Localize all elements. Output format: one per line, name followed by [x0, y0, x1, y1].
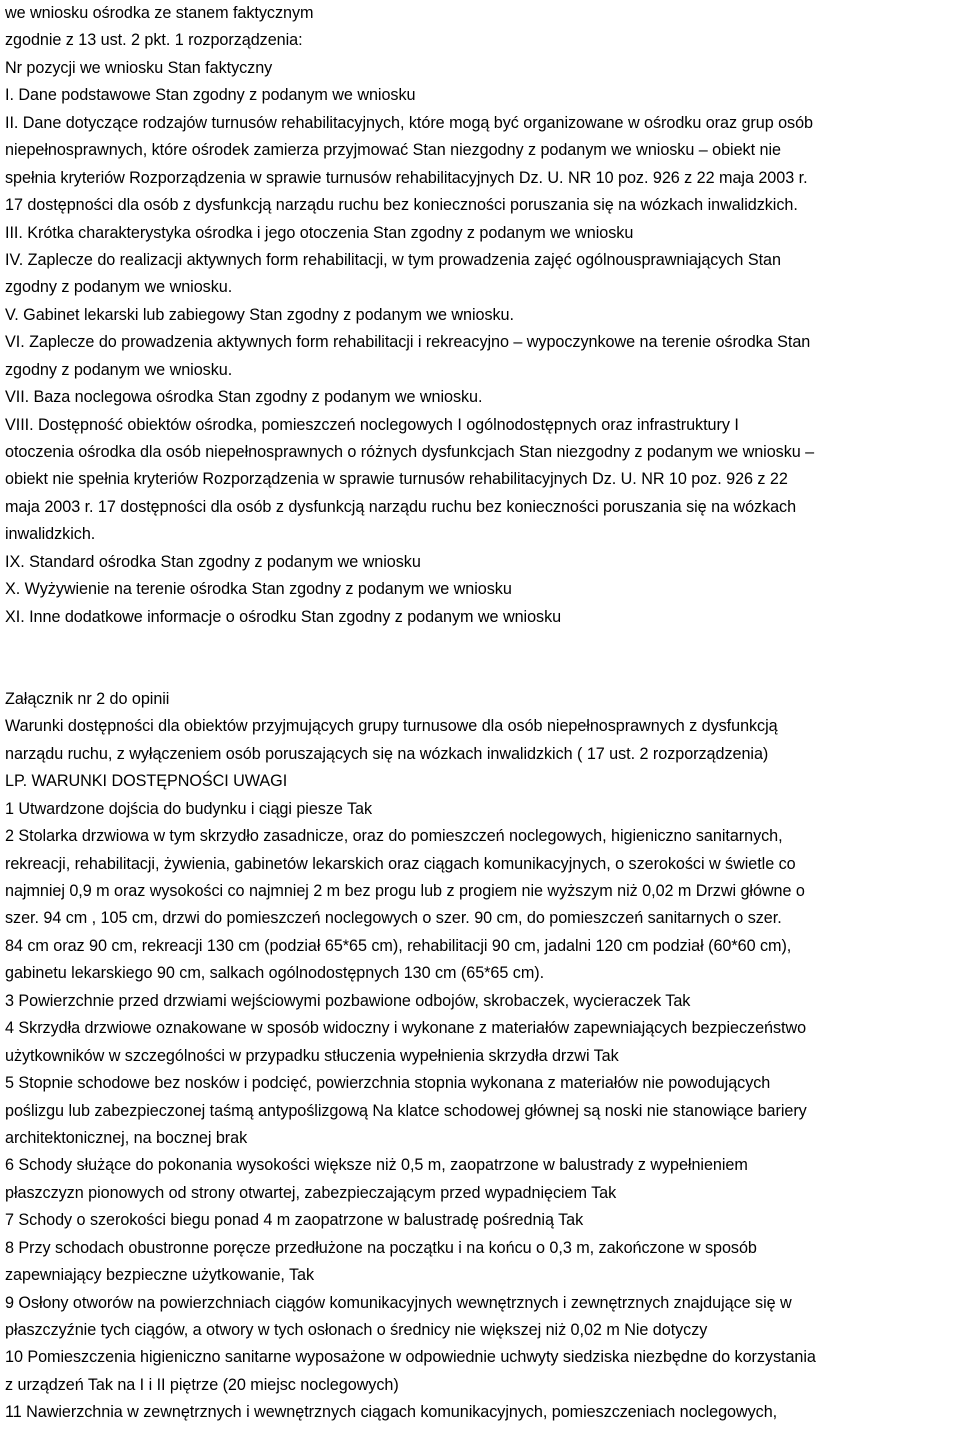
text-line: 4 Skrzydła drzwiowe oznakowane w sposób widoczny i wykonane z materiałów zapewniających bezpieczeństwo [5, 1019, 807, 1038]
text-line: 5 Stopnie schodowe bez nosków i podcięć, powierzchnia stopnia wykonana z materiałów nie powodujących [5, 1074, 771, 1093]
document-page [5, 0, 957, 1427]
text-line: Nr pozycji we wniosku Stan faktyczny [5, 58, 273, 77]
text-line: Warunki dostępności dla obiektów przyjmujących grupy turnusowe dla osób niepełnosprawnych z dysfunkcją [5, 717, 778, 736]
section-attachment-header [5, 686, 957, 768]
text-line: architektonicznej, na bocznej brak [5, 1128, 248, 1147]
text-line: 2 Stolarka drzwiowa w tym skrzydło zasadnicze, oraz do pomieszczeń noclegowych, higieniczno sanitarnych, [5, 827, 783, 846]
text-line: 3 Powierzchnie przed drzwiami wejściowymi pozbawione odbojów, skrobaczek, wycieraczek Tak [5, 991, 691, 1010]
text-line: 17 dostępności dla osób z dysfunkcją narządu ruchu bez konieczności poruszania się na wózkach inwalidzkich. [5, 196, 798, 215]
text-line: szer. 94 cm , 105 cm, drzwi do pomieszczeń noclegowych o szer. 90 cm, do pomieszczeń sanitarnych o szer. [5, 909, 782, 928]
text-line: inwalidzkich. [5, 525, 96, 544]
text-line: we wniosku ośrodka ze stanem faktycznym [5, 4, 314, 22]
text-line: II. Dane dotyczące rodzajów turnusów rehabilitacyjnych, które mogą być organizowane w ośrodku oraz grup osób [5, 113, 813, 132]
text-line: płaszczyźnie tych ciągów, a otwory w tych osłonach o średnicy nie większej niż 0,02 m Nie dotyczy [5, 1321, 708, 1339]
text-line: 10 Pomieszczenia higieniczno sanitarne wyposażone w odpowiednie uchwyty siedziska niezbędne do korzystania [5, 1348, 816, 1367]
text-line: niepełnosprawnych, które ośrodek zamierza przyjmować Stan niezgodny z podanym we wniosku – obiekt nie [5, 141, 781, 160]
text-line: zapewniający bezpieczne użytkowanie, Tak [5, 1266, 315, 1285]
text-line: 9 Osłony otworów na powierzchniach ciągów komunikacyjnych wewnętrznych i zewnętrznych znajdujące się w [5, 1293, 792, 1312]
text-line: najmniej 0,9 m oraz wysokości co najmniej 2 m bez progu lub z progiem nie wyższym niż 0,02 m Drzwi główne o [5, 882, 805, 900]
text-line: Załącznik nr 2 do opinii [5, 689, 170, 708]
text-line: III. Krótka charakterystyka ośrodka i jego otoczenia Stan zgodny z podanym we wniosku [5, 223, 634, 242]
text-line: 1 Utwardzone dojścia do budynku i ciągi piesze Tak [5, 799, 373, 818]
text-line: 11 Nawierzchnia w zewnętrznych i wewnętrznych ciągach komunikacyjnych, pomieszczeniach noclegowych, [5, 1403, 778, 1422]
text-line: z urządzeń Tak na I i II piętrze (20 miejsc noclegowych) [5, 1375, 399, 1394]
text-line: zgodny z podanym we wniosku. [5, 278, 233, 297]
text-line: otoczenia ośrodka dla osób niepełnosprawnych o różnych dysfunkcjach Stan niezgodny z podanym we wniosku – [5, 443, 815, 461]
text-line: X. Wyżywienie na terenie ośrodka Stan zgodny z podanym we wniosku [5, 580, 512, 599]
text-line: VI. Zaplecze do prowadzenia aktywnych form rehabilitacji i rekreacyjno – wypoczynkowe na terenie ośrodka Stan [5, 333, 811, 352]
section-spacer [5, 659, 957, 686]
text-line: IX. Standard ośrodka Stan zgodny z podanym we wniosku [5, 552, 421, 571]
text-line: gabinetu lekarskiego 90 cm, salkach ogólnodostępnych 130 cm (65*65 cm). [5, 964, 545, 983]
text-line: I. Dane podstawowe Stan zgodny z podanym we wniosku [5, 86, 416, 105]
text-line: zgodnie z 13 ust. 2 pkt. 1 rozporządzenia: [5, 31, 303, 50]
section-accessibility-conditions [5, 768, 957, 1427]
text-line: rekreacji, rehabilitacji, żywienia, gabinetów lekarskich oraz ciągach komunikacyjnych, o szerokości w świetle co [5, 854, 796, 873]
text-line: VII. Baza noclegowa ośrodka Stan zgodny z podanym we wniosku. [5, 388, 483, 407]
text-line: zgodny z podanym we wniosku. [5, 360, 233, 379]
text-line: użytkowników w szczególności w przypadku stłuczenia wypełnienia skrzydła drzwi Tak [5, 1046, 619, 1065]
section-status-list [5, 0, 957, 631]
text-line: 84 cm oraz 90 cm, rekreacji 130 cm (podział 65*65 cm), rehabilitacji 90 cm, jadalni 120 cm podział (60*60 cm), [5, 936, 792, 955]
text-line: XI. Inne dodatkowe informacje o ośrodku Stan zgodny z podanym we wniosku [5, 607, 562, 626]
text-line: 6 Schody służące do pokonania wysokości większe niż 0,5 m, zaopatrzone w balustrady z wypełnieniem [5, 1156, 748, 1175]
text-line: obiekt nie spełnia kryteriów Rozporządzenia w sprawie turnusów rehabilitacyjnych Dz. U. NR 10 poz. 926 z 22 [5, 470, 788, 489]
text-line: LP. WARUNKI DOSTĘPNOŚCI UWAGI [5, 772, 288, 791]
text-line: 7 Schody o szerokości biegu ponad 4 m zaopatrzone w balustradę pośrednią Tak [5, 1211, 584, 1230]
text-line: spełnia kryteriów Rozporządzenia w sprawie turnusów rehabilitacyjnych Dz. U. NR 10 poz. 926 z 22 maja 2003 r. [5, 168, 808, 187]
text-line: VIII. Dostępność obiektów ośrodka, pomieszczeń noclegowych I ogólnodostępnych oraz infrastruktury I [5, 415, 739, 434]
text-line: poślizgu lub zabezpieczonej taśmą antypoślizgową Na klatce schodowej głównej są noski nie stanowiące bariery [5, 1101, 807, 1120]
text-line: narządu ruchu, z wyłączeniem osób poruszających się na wózkach inwalidzkich ( 17 ust. 2 rozporządzenia) [5, 744, 769, 763]
text-line: V. Gabinet lekarski lub zabiegowy Stan zgodny z podanym we wniosku. [5, 305, 514, 324]
section-spacer [5, 631, 957, 658]
text-line: IV. Zaplecze do realizacji aktywnych form rehabilitacji, w tym prowadzenia zajęć ogólnousprawniających Stan [5, 250, 781, 269]
text-line: 8 Przy schodach obustronne poręcze przedłużone na początku i na końcu o 0,3 m, zakończone w sposób [5, 1238, 757, 1257]
text-line: maja 2003 r. 17 dostępności dla osób z dysfunkcją narządu ruchu bez konieczności poruszania się na wózkach [5, 497, 797, 516]
text-line: płaszczyzn pionowych od strony otwartej, zabezpieczającym przed wypadnięciem Tak [5, 1183, 617, 1202]
